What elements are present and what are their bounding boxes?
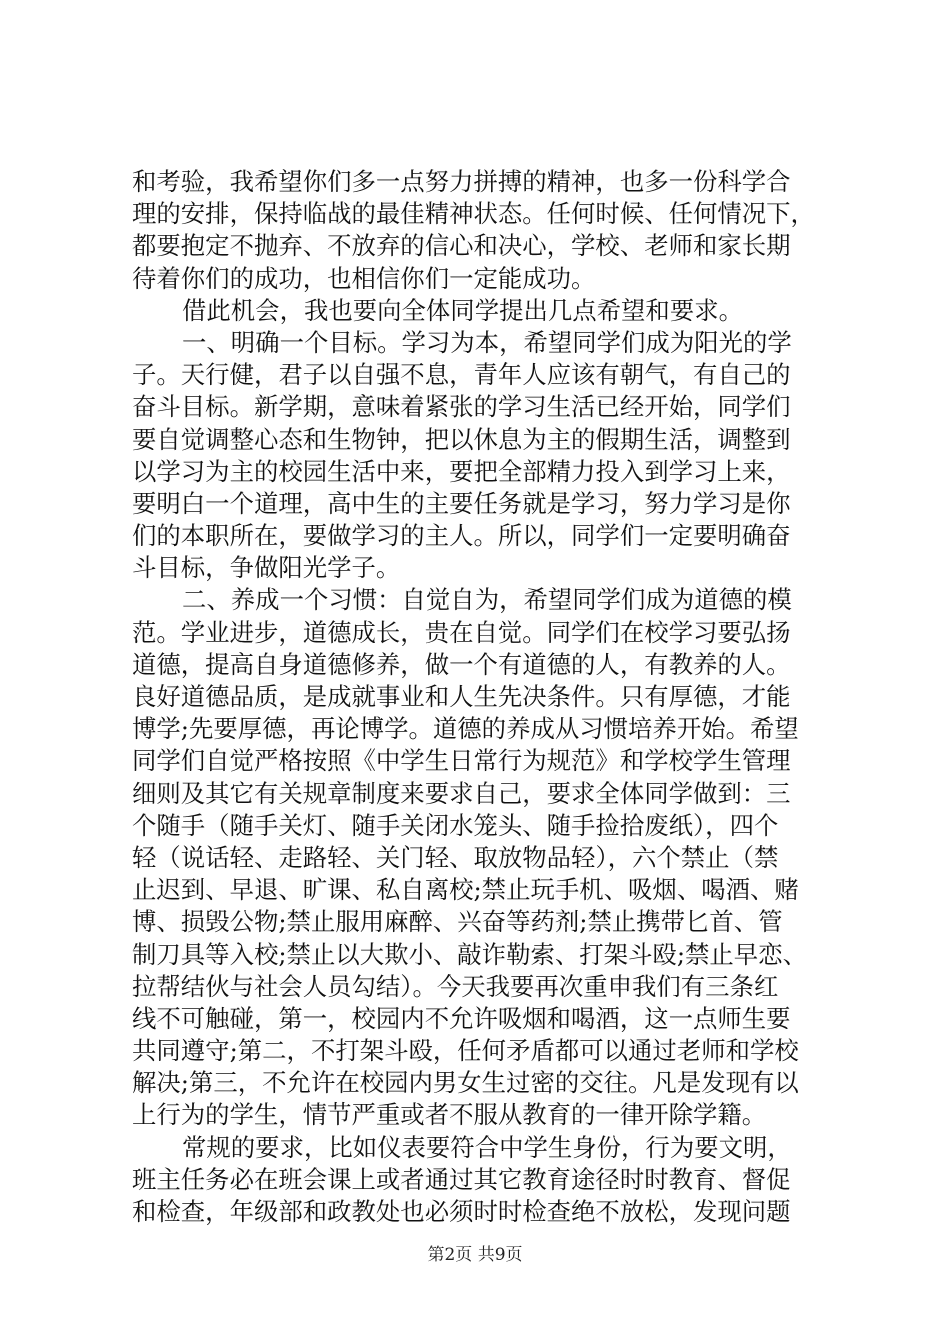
- text-line: 同学们自觉严格按照《中学生日常行为规范》和学校学生管理: [132, 746, 791, 776]
- document-body: [132, 166, 832, 1228]
- text-line: 和考验，我希望你们多一点努力拼搏的精神，也多一份科学合: [132, 167, 791, 196]
- text-line: 以学习为主的校园生活中来，要把全部精力投入到学习上来，: [132, 456, 791, 486]
- text-line: 上行为的学生，情节严重或者不服从教育的一律开除学籍。: [132, 1100, 767, 1130]
- text-line: 道德，提高自身道德修养，做一个有道德的人，有教养的人。: [132, 649, 791, 679]
- text-line: 借此机会，我也要向全体同学提出几点希望和要求。: [182, 295, 743, 325]
- text-line: 博学;先要厚德，再论博学。道德的养成从习惯培养开始。希望: [132, 714, 799, 744]
- text-line: 拉帮结伙与社会人员勾结）。今天我要再次重申我们有三条红: [132, 971, 779, 1001]
- text-line: 待着你们的成功，也相信你们一定能成功。: [132, 263, 596, 293]
- text-line: 子。天行健，君子以自强不息，青年人应该有朝气，有自己的: [132, 360, 791, 390]
- text-line: 线不可触碰，第一，校园内不允许吸烟和喝酒，这一点师生要: [132, 1003, 791, 1033]
- text-line: 斗目标，争做阳光学子。: [132, 553, 401, 583]
- text-line: 共同遵守;第二，不打架斗殴，任何矛盾都可以通过老师和学校: [132, 1036, 799, 1066]
- text-line: 制刀具等入校;禁止以大欺小、敲诈勒索、打架斗殴;禁止早恋、: [132, 939, 807, 969]
- text-line: 二、养成一个习惯：自觉自为，希望同学们成为道德的模: [182, 585, 792, 615]
- text-line: 都要抱定不抛弃、不放弃的信心和决心，学校、老师和家长期: [132, 231, 791, 261]
- text-line: 解决;第三，不允许在校园内男女生过密的交往。凡是发现有以: [132, 1068, 799, 1098]
- text-line: 轻（说话轻、走路轻、关门轻、取放物品轻），六个禁止（禁: [132, 842, 779, 872]
- text-line: 良好道德品质，是成就事业和人生先决条件。只有厚德，才能: [132, 682, 791, 711]
- text-line: 博、损毁公物;禁止服用麻醉、兴奋等药剂;禁止携带匕首、管: [132, 907, 783, 937]
- text-line: 常规的要求，比如仪表要符合中学生身份，行为要文明，: [182, 1132, 792, 1162]
- text-line: 要明白一个道理，高中生的主要任务就是学习，努力学习是你: [132, 488, 791, 518]
- text-line: 和检查，年级部和政教处也必须时时检查绝不放松，发现问题: [132, 1197, 791, 1226]
- page-number: 第2页 共9页: [427, 1245, 523, 1265]
- text-line: 奋斗目标。新学期，意味着紧张的学习生活已经开始，同学们: [132, 392, 791, 422]
- text-line: 范。学业进步，道德成长，贵在自觉。同学们在校学习要弘扬: [132, 617, 791, 647]
- text-line: 班主任务必在班会课上或者通过其它教育途径时时教育、督促: [132, 1164, 791, 1194]
- text-line: 个随手（随手关灯、随手关闭水笼头、随手捡拾废纸），四个: [132, 810, 779, 840]
- text-line: 要自觉调整心态和生物钟，把以休息为主的假期生活，调整到: [132, 424, 791, 454]
- text-line: 们的本职所在，要做学习的主人。所以，同学们一定要明确奋: [132, 521, 791, 551]
- text-line: 止迟到、早退、旷课、私自离校;禁止玩手机、吸烟、喝酒、赌: [132, 875, 799, 905]
- text-line: 一、明确一个目标。学习为本，希望同学们成为阳光的学: [182, 327, 792, 357]
- text-line: 细则及其它有关规章制度来要求自己，要求全体同学做到：三: [132, 778, 791, 808]
- text-line: 理的安排，保持临战的最佳精神状态。任何时候、任何情况下，: [132, 199, 815, 229]
